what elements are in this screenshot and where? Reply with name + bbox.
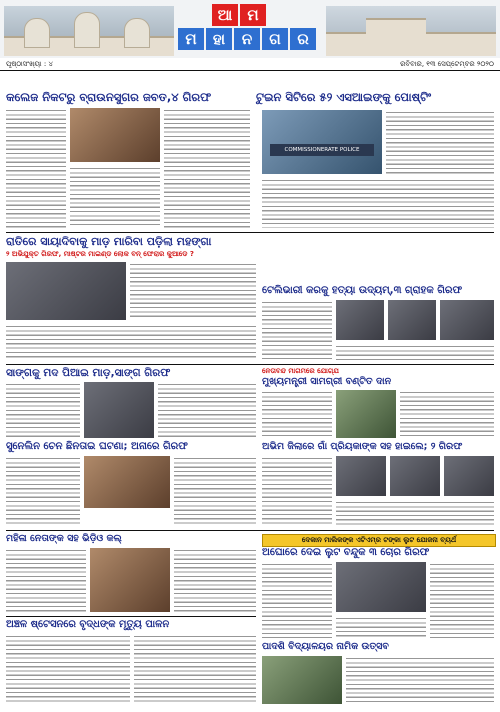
article-text	[6, 548, 86, 612]
event-photo	[262, 656, 342, 704]
divider	[6, 232, 494, 233]
masthead-photo-right	[326, 6, 496, 56]
headline-district-arrest: ଅଭିମ ଜିଲାରେ ଗାଁ ପ୍ରିୟକାଙ୍କ ସହ ହାଇଲେ; ୨ ଗିରଫ	[262, 441, 463, 452]
page-number: ପୃଷ୍ଠାସଂଖ୍ୟା : ୪	[6, 60, 53, 68]
event-photo	[336, 390, 396, 438]
headline-murder-attempt: ଟେଲିଭାରୀ କରକୁ ହତ୍ୟା ଉଦ୍ୟମ୍,୩ ଗ୍ରାହକ ଗିରଫ	[262, 285, 463, 296]
accused-photo	[336, 562, 426, 612]
article-text	[262, 390, 332, 438]
masthead	[0, 0, 500, 58]
logo-letter: ଗ	[262, 28, 288, 50]
commissionerate-photo	[262, 110, 382, 174]
article-text	[336, 616, 426, 638]
headline-death-anniversary: ଅଞ୍ଚଳ ଷ୍ଟେସନରେ ବୃଦ୍ଧଙ୍କ ମୃତ୍ୟୁ ପାଳନ	[6, 619, 170, 630]
info-bar	[0, 58, 500, 71]
article-text	[6, 108, 66, 228]
headline-school-event: ପାଦଶି ବିଦ୍ୟାଳୟର ନାମିକ ଉତ୍ସବ	[262, 641, 389, 652]
article-text	[70, 166, 160, 228]
accused-photo	[336, 456, 386, 496]
headline-si-posting: ଟୁଇନ ସିଟିରେ ୫୨ ଏସଆଇଙ୍କୁ ପୋଷ୍ଟିଂ	[256, 90, 432, 104]
divider	[6, 616, 256, 617]
accused-photo	[440, 300, 494, 340]
divider	[6, 364, 494, 365]
article-text	[6, 456, 80, 526]
article-photo	[70, 108, 160, 162]
article-text	[134, 634, 256, 704]
headline-assault: ରାତିରେ ସାୟାଦିବାକୁ ମାଡ଼ ମାରିବା ପଡ଼ିଲା ମହଙ୍ଗା	[6, 235, 212, 248]
article-text	[174, 548, 256, 612]
logo-letter: ହା	[206, 28, 232, 50]
article-text	[400, 390, 494, 438]
logo-letter: ନ	[234, 28, 260, 50]
accused-photo	[444, 456, 494, 496]
article-text	[262, 300, 332, 360]
accused-photo	[6, 262, 126, 320]
divider	[6, 530, 494, 531]
headline-robbery-arrest: ଅଘୋରେ ଦେଇ ଲୁଟ ବନ୍ଦୁକ ୩ ଚୋର ଗିରଫ	[262, 547, 430, 558]
article-text	[164, 108, 250, 228]
issue-date: ରବିବାର, ୧୩ ସେପ୍ଟେମ୍ବର ୨୦୨୦	[400, 60, 494, 68]
article-text	[6, 382, 80, 438]
article-text	[386, 110, 494, 174]
accused-photo	[84, 456, 170, 508]
headline-cm-relief: ମୁଖ୍ୟମନ୍ତ୍ରୀ ସାମଗ୍ରୀ ବଣ୍ଟିତ ଦାନ	[262, 376, 392, 387]
article-text	[6, 324, 256, 360]
article-text	[262, 456, 332, 526]
headline-video-call: ମହିଳା ନେତାଙ୍କ ସହ ଭିଡ଼ିଓ କଲ୍	[6, 533, 122, 544]
logo-letter: ର	[290, 28, 316, 50]
masthead-photo-left	[4, 6, 174, 56]
headline-brown-sugar: କଲେଜ ନିକଟରୁ ବ୍ରାଉନସୁଗର ଜବତ,୪ ଗିରଫ	[6, 90, 212, 104]
logo-letter: ମ	[178, 28, 204, 50]
article-text	[346, 656, 494, 704]
subheadline-atm-loot: ଦେକାନ ମାଲିକଙ୍କ ଏଟିଏମ୍ର ଟଙ୍କା ଲୁଟ ଯୋଜନା ବ୍ୟର୍ଥ	[262, 534, 496, 547]
headline-liquor-assault: ସାଙ୍ଗକୁ ମଦ ପିଆଇ ମାଡ଼,ସାଙ୍ଗ ଗିରଫ	[6, 367, 171, 379]
logo-letter: ଆ	[212, 4, 238, 26]
article-text	[262, 178, 494, 228]
article-text	[336, 500, 494, 526]
article-text	[262, 562, 332, 638]
article-text	[6, 634, 130, 704]
article-text	[336, 344, 494, 360]
article-text	[158, 382, 256, 438]
accused-photo	[336, 300, 384, 340]
headline-chain-snatching: ସୁନେଲିନ ଚେନ ଛିନତାଇ ଘଟଣା; ଅନାରେ ଗିରଫ	[6, 441, 188, 452]
commissionerate-sign: COMMISSIONERATE POLICE	[270, 144, 374, 156]
logo-letter: ମ	[240, 4, 266, 26]
article-text	[174, 456, 256, 526]
article-text	[130, 262, 256, 320]
accused-photo	[390, 456, 440, 496]
article-text	[430, 562, 494, 638]
accused-photo	[388, 300, 436, 340]
subheadline-assault: ୨ ଅଭିଯୁକ୍ତ ଗିରଫ, ମାଷ୍ଟର ମାଇଣ୍ଡ ଲୋକ ବନ୍ ଫେରାର କୁଆଡେ ?	[6, 250, 194, 258]
accused-photo	[84, 382, 154, 438]
subheadline-cm-relief: ନେତାବନ୍ଦ ମାଗମରେ ଯୋଗ୍ଯ	[262, 367, 339, 375]
article-photo	[90, 548, 170, 612]
